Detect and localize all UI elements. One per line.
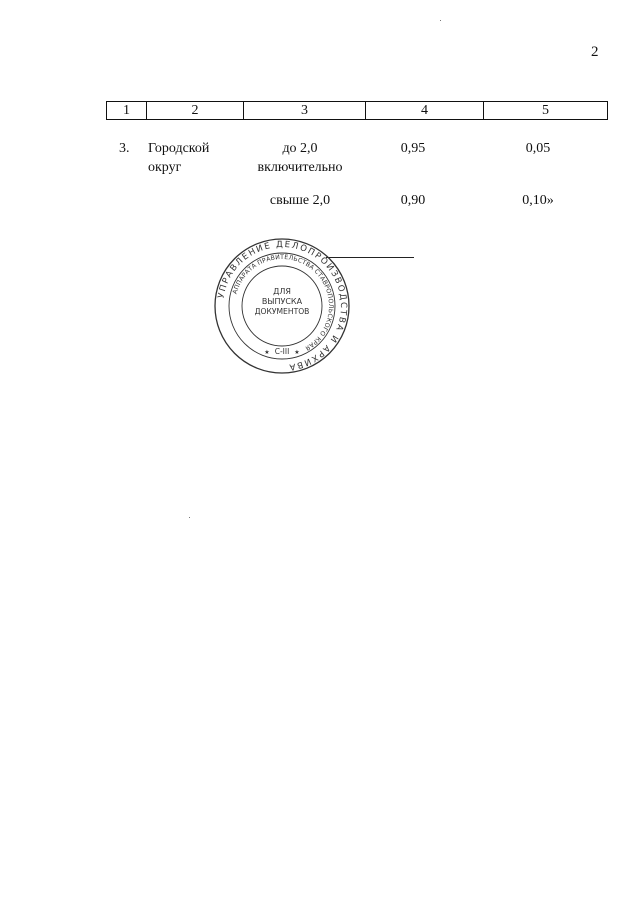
range-1-line2: включительно bbox=[257, 160, 343, 175]
column-header-5: 5 bbox=[484, 102, 608, 120]
svg-text:С-III: С-III bbox=[274, 347, 290, 356]
scan-speck bbox=[189, 517, 190, 518]
value-col5-row2: 0,10» bbox=[522, 193, 554, 208]
column-header-2: 2 bbox=[147, 102, 244, 120]
table-header-row bbox=[106, 101, 608, 120]
value-col5-row1: 0,05 bbox=[525, 141, 551, 156]
svg-text:ВЫПУСКА: ВЫПУСКА bbox=[261, 297, 303, 306]
svg-text:ДОКУМЕНТОВ: ДОКУМЕНТОВ bbox=[254, 307, 310, 316]
row-number: 3. bbox=[119, 141, 130, 156]
svg-text:УПРАВЛЕНИЕ ДЕЛОПРОИЗВОДСТВА И: УПРАВЛЕНИЕ ДЕЛОПРОИЗВОДСТВА И АРХИВА bbox=[216, 239, 349, 372]
range-cell-2: свыше 2,0 bbox=[269, 193, 331, 208]
svg-text:★: ★ bbox=[264, 349, 270, 356]
stamp-middle-circle bbox=[229, 253, 335, 359]
column-header-1: 1 bbox=[123, 103, 130, 118]
svg-text:★: ★ bbox=[294, 349, 300, 356]
value-col4-row1: 0,95 bbox=[400, 141, 426, 156]
row-name-line1: Городской bbox=[148, 141, 210, 156]
range-1-line1: до 2,0 bbox=[282, 141, 318, 156]
official-stamp bbox=[212, 236, 352, 376]
row-name bbox=[148, 139, 238, 177]
page-number: 2 bbox=[591, 44, 599, 60]
scan-speck bbox=[440, 20, 441, 21]
column-header-3: 3 bbox=[244, 102, 366, 120]
range-cell-1 bbox=[255, 139, 345, 177]
row-name-line2: округ bbox=[148, 160, 182, 175]
svg-text:ДЛЯ: ДЛЯ bbox=[273, 287, 291, 296]
column-header-4: 4 bbox=[366, 102, 484, 120]
value-col4-row2: 0,90 bbox=[400, 193, 426, 208]
stamp-inner-circle bbox=[242, 266, 322, 346]
svg-text:АППАРАТА ПРАВИТЕЛЬСТВА СТАВРОП: АППАРАТА ПРАВИТЕЛЬСТВА СТАВРОПОЛЬСКОГО КРАЯ bbox=[231, 253, 335, 352]
